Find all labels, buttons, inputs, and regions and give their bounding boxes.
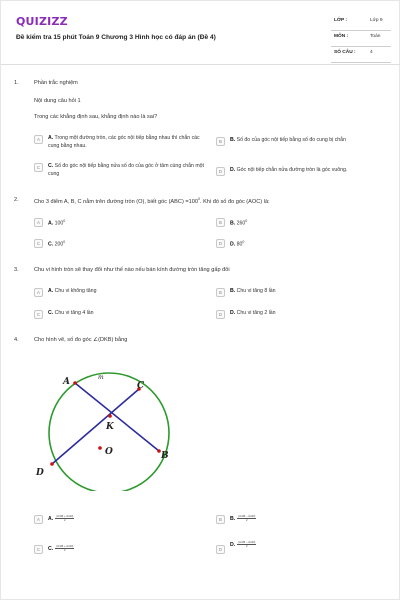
fraction-numerator: (ArcB − ArcD)	[238, 514, 256, 518]
option-text	[230, 239, 244, 249]
option-body: Trong một đường tròn, các góc nội tiếp bằng nhau thì chắn các cung bằng nhau.	[48, 135, 200, 149]
option-body: Chu vi tăng 2 lần	[236, 310, 276, 316]
fraction-numerator: (ArcB − ArcD)	[238, 540, 256, 544]
fraction	[55, 515, 74, 522]
fraction-denominator: 2	[63, 548, 66, 553]
degree-superscript: 0	[197, 197, 200, 201]
question-number: 1.	[14, 80, 19, 86]
option-text	[48, 288, 96, 296]
prompt-part: Cho 3 điểm A, B, C nằm trên đường tròn (O), biết góc (ABC) =100	[34, 198, 198, 205]
option-label: A.	[48, 288, 54, 294]
fraction-denominator: 2	[245, 544, 248, 549]
label-c: C	[137, 381, 145, 391]
option-label: D.	[230, 542, 236, 549]
option-label: D.	[230, 310, 236, 316]
option-text	[48, 239, 65, 249]
option-text	[48, 218, 65, 228]
prompt-part: . Khi đó số đo góc (AOC) là:	[199, 198, 270, 205]
degree-superscript: 0	[63, 240, 66, 244]
label-a: A	[63, 377, 70, 387]
option-label: C.	[48, 310, 54, 316]
answer-option-d[interactable]	[216, 167, 396, 176]
option-badge: D	[216, 239, 225, 248]
option-badge: B	[216, 515, 225, 524]
fraction-numerator: (ArcB + ArcD)	[56, 514, 74, 518]
label-m: m	[98, 374, 104, 381]
meta-key: LỚP :	[334, 18, 348, 23]
question-number: 4.	[14, 337, 19, 343]
option-body: 260	[236, 220, 246, 227]
meta-key: MÔN :	[334, 34, 349, 39]
option-label: C.	[48, 163, 54, 169]
option-badge: C	[34, 545, 43, 554]
answer-option-d[interactable]	[216, 541, 256, 554]
option-body: Chu vi không tăng	[54, 288, 97, 294]
question-prompt: Cho hình vẽ, số đo góc ∠(DKB) bằng	[34, 337, 128, 343]
degree-superscript: 0	[242, 240, 245, 244]
answer-option-a[interactable]	[34, 218, 65, 228]
option-badge: B	[216, 218, 225, 227]
point-a	[73, 381, 77, 385]
option-badge: A	[34, 135, 43, 144]
option-label: C.	[48, 546, 54, 553]
option-badge: A	[34, 218, 43, 227]
fraction-numerator: (ArcB + ArcD)	[56, 544, 74, 548]
option-body: Góc nội tiếp chắn nửa đường tròn là góc vuông.	[236, 167, 348, 173]
option-label: A.	[48, 516, 54, 523]
fraction	[237, 515, 256, 522]
option-body: 80	[236, 241, 243, 248]
option-badge: B	[216, 288, 225, 297]
option-text	[230, 288, 276, 296]
option-label: B.	[230, 137, 236, 143]
option-badge: A	[34, 288, 43, 297]
option-label: B.	[230, 220, 236, 227]
meta-value: Toán	[370, 34, 381, 39]
option-badge: D	[216, 167, 225, 176]
question-prompt	[34, 197, 270, 205]
option-body: Số đo góc nội tiếp bằng nửa số đo của góc ở tâm cùng chắn một cung	[48, 163, 204, 177]
point-d	[50, 462, 54, 466]
quizizz-logo: QUIZIZZ	[16, 15, 68, 28]
fraction-denominator: 2	[63, 518, 66, 523]
label-k: K	[106, 422, 114, 432]
option-text	[48, 135, 204, 150]
option-badge: D	[216, 545, 225, 554]
option-body: 100	[54, 220, 64, 227]
question-number: 2.	[14, 197, 19, 203]
answer-option-d[interactable]	[216, 239, 244, 249]
chord-ab	[75, 383, 159, 451]
option-label: B.	[230, 288, 236, 294]
answer-option-b[interactable]	[216, 137, 396, 146]
option-badge: B	[216, 137, 225, 146]
degree-superscript: 0	[63, 219, 66, 223]
option-badge: C	[34, 310, 43, 319]
option-text	[230, 310, 276, 318]
point-o	[98, 446, 102, 450]
document-title: Đề kiểm tra 15 phút Toán 9 Chương 3 Hình học có đáp án (Đề 4)	[16, 34, 216, 41]
option-body: Chu vi tăng 4 lần	[54, 310, 94, 316]
point-k	[108, 414, 112, 418]
option-text	[230, 515, 256, 524]
question-subtitle: Nội dung câu hỏi 1	[34, 98, 81, 104]
label-o: O	[105, 447, 113, 457]
fraction	[237, 541, 256, 548]
meta-value: 4	[370, 50, 373, 55]
answer-option-c[interactable]	[34, 163, 204, 178]
option-badge: C	[34, 239, 43, 248]
answer-option-d[interactable]	[216, 310, 276, 319]
option-text	[48, 515, 74, 524]
option-badge: D	[216, 310, 225, 319]
option-label: A.	[48, 220, 54, 227]
answer-option-b[interactable]	[216, 515, 256, 524]
answer-option-a[interactable]	[34, 135, 204, 150]
circle-outline	[49, 373, 169, 491]
answer-option-c[interactable]	[34, 310, 94, 319]
option-badge: A	[34, 515, 43, 524]
answer-option-c[interactable]	[34, 545, 74, 554]
option-text	[230, 137, 346, 145]
question-number: 3.	[14, 267, 19, 273]
meta-row-subject	[331, 31, 391, 47]
option-label: A.	[48, 135, 54, 141]
fraction-denominator: 2	[245, 518, 248, 523]
option-text	[48, 310, 94, 318]
section-title: Phần trắc nghiệm	[34, 80, 78, 86]
meta-value: Lớp 9	[370, 18, 383, 23]
question-prompt: Chu vi hình tròn sẽ thay đổi như thế nào nếu bán kính đường tròn tăng gấp đôi	[34, 267, 230, 273]
degree-superscript: 0	[245, 219, 248, 223]
option-body: 200	[54, 241, 64, 248]
answer-option-a[interactable]	[34, 515, 74, 524]
option-label: C.	[48, 241, 54, 248]
option-text	[48, 545, 74, 554]
header-divider	[1, 64, 400, 65]
option-label: D.	[230, 167, 236, 173]
option-body: Chu vi tăng 8 lần	[236, 288, 276, 294]
meta-key: SỐ CÂU :	[334, 50, 356, 55]
option-text	[230, 167, 347, 175]
meta-row-count	[331, 47, 391, 63]
question-prompt: Trong các khẳng định sau, khẳng định nào là sai?	[34, 114, 158, 120]
answer-option-b[interactable]	[216, 288, 276, 297]
label-d: D	[36, 468, 44, 478]
option-text	[230, 218, 247, 228]
option-body: Số đo của góc nội tiếp bằng số đo cung bị chắn	[236, 137, 346, 143]
fraction	[55, 545, 74, 552]
label-b: B	[161, 451, 169, 461]
answer-option-b[interactable]	[216, 218, 247, 228]
option-badge: C	[34, 163, 43, 172]
option-text	[230, 541, 256, 550]
answer-option-a[interactable]	[34, 288, 96, 297]
answer-option-c[interactable]	[34, 239, 65, 249]
circle-figure	[26, 361, 186, 491]
option-text	[48, 163, 204, 178]
option-label: D.	[230, 241, 236, 248]
meta-row-class	[331, 15, 391, 31]
meta-table	[331, 15, 391, 63]
option-label: B.	[230, 516, 236, 523]
